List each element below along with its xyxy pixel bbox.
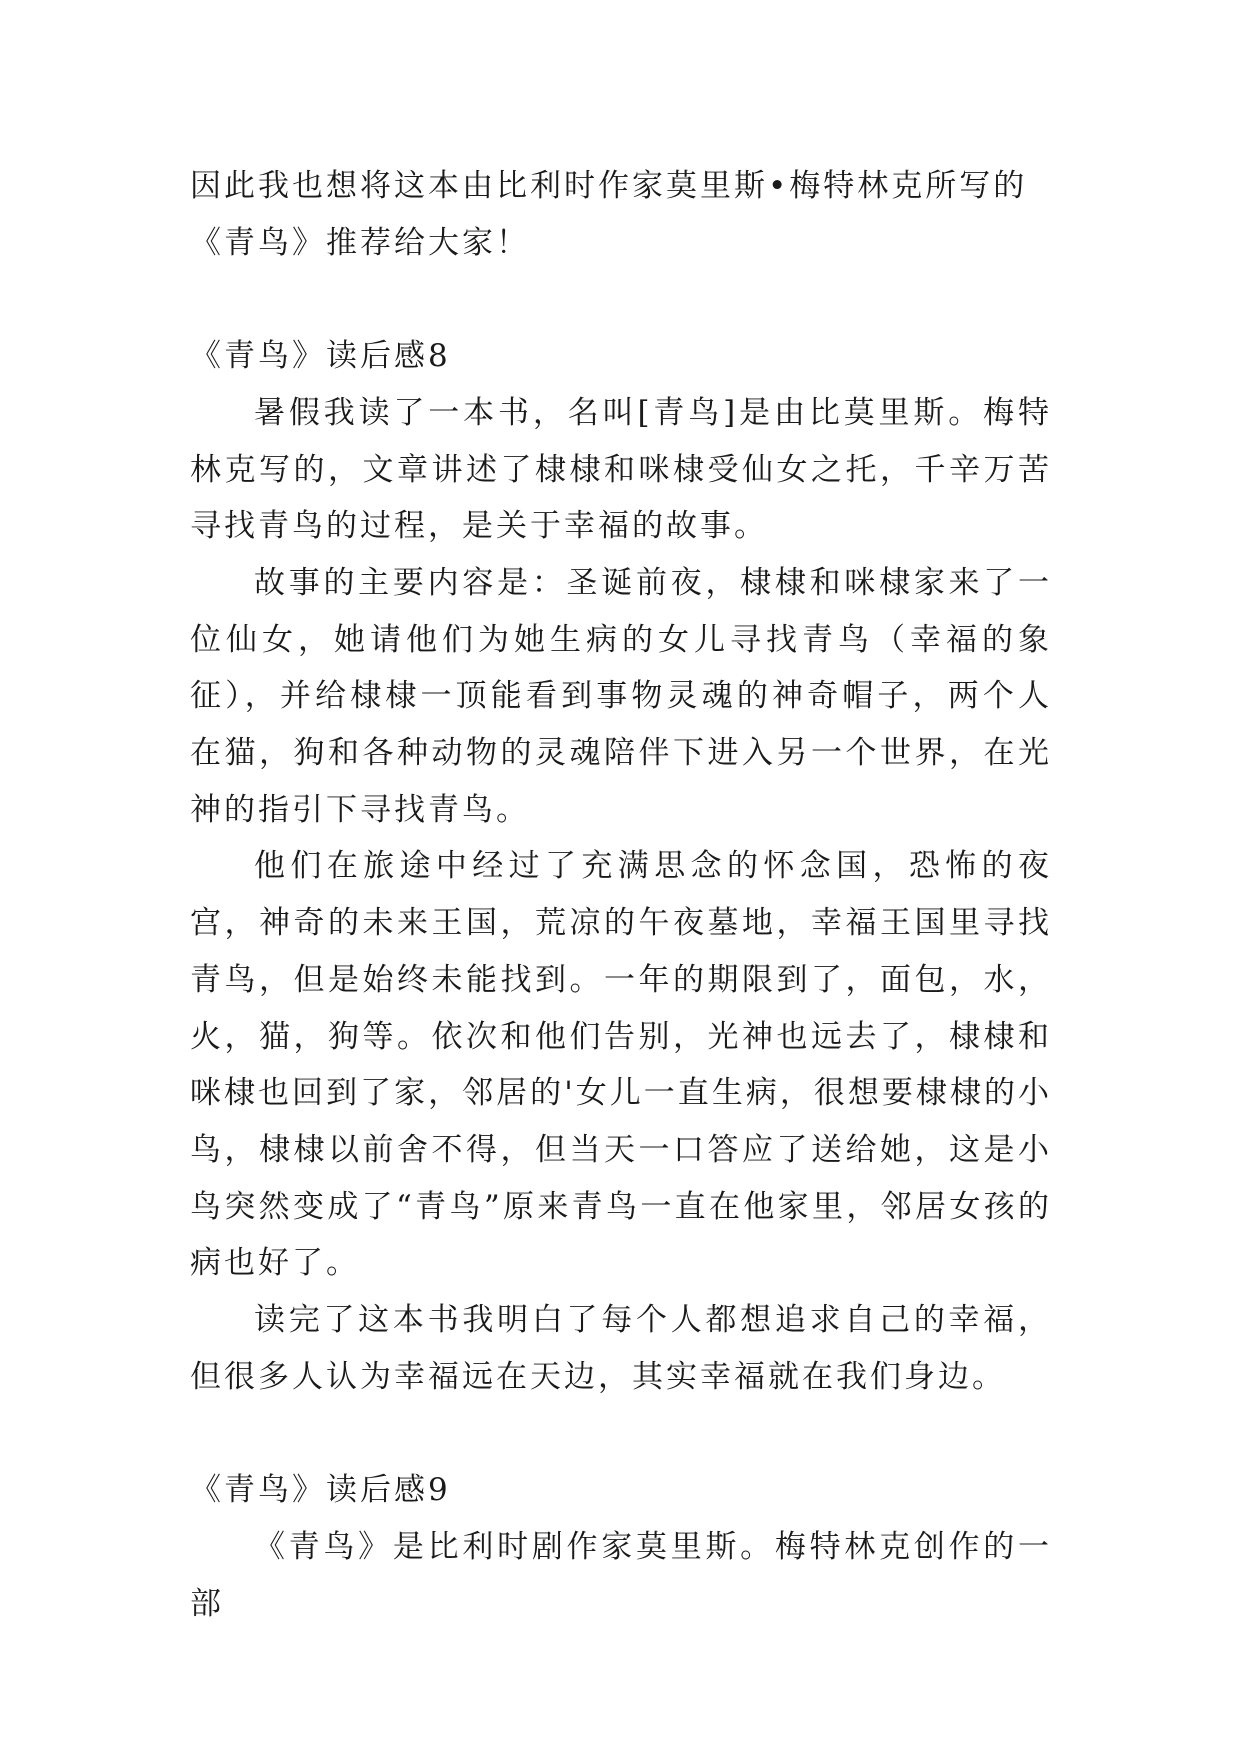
- section-9-heading: 《青鸟》读后感9: [190, 1472, 451, 1509]
- section-8-paragraph: 他们在旅途中经过了充满思念的怀念国，恐怖的夜宫，神奇的未来王国，荒凉的午夜墓地，幸福王国里寻找青鸟，但是始终未能找到。一年的期限到了，面包，水，火，猫，狗等。依次和他们告别，光神也远去了，棣棣和咪棣也回到了家，邻居的'女儿一直生病，很想要棣棣的小鸟，棣棣以前舍不得，但当天一口答应了送给她，这是小鸟突然变成了“青鸟”原来青鸟一直在他家里，邻居女孩的病也好了。: [190, 848, 1052, 1282]
- intro-line-2: 《青鸟》推荐给大家！: [190, 224, 530, 261]
- section-8-heading: 《青鸟》读后感8: [190, 338, 451, 375]
- section-8-paragraph: 故事的主要内容是：圣诞前夜，棣棣和咪棣家来了一位仙女，她请他们为她生病的女儿寻找青鸟（幸福的象征），并给棣棣一顶能看到事物灵魂的神奇帽子，两个人在猫，狗和各种动物的灵魂陪伴下进入另一个世界，在光神的指引下寻找青鸟。: [190, 564, 1052, 828]
- section-gap: [190, 1405, 1052, 1462]
- document-body: [190, 158, 1052, 1632]
- section-9-paragraph: 《青鸟》是比利时剧作家莫里斯。梅特林克创作的一部: [190, 1528, 1052, 1622]
- section-8-paragraph: 读完了这本书我明白了每个人都想追求自己的幸福，但很多人认为幸福远在天边，其实幸福就在我们身边。: [190, 1302, 1052, 1395]
- section-gap: [190, 271, 1052, 328]
- section-8-paragraph: 暑假我读了一本书，名叫[青鸟]是由比莫里斯。梅特林克写的，文章讲述了棣棣和咪棣受仙女之托，千辛万苦寻找青鸟的过程，是关于幸福的故事。: [190, 394, 1052, 545]
- intro-line-1: 因此我也想将这本由比利时作家莫里斯•梅特林克所写的: [190, 168, 1028, 204]
